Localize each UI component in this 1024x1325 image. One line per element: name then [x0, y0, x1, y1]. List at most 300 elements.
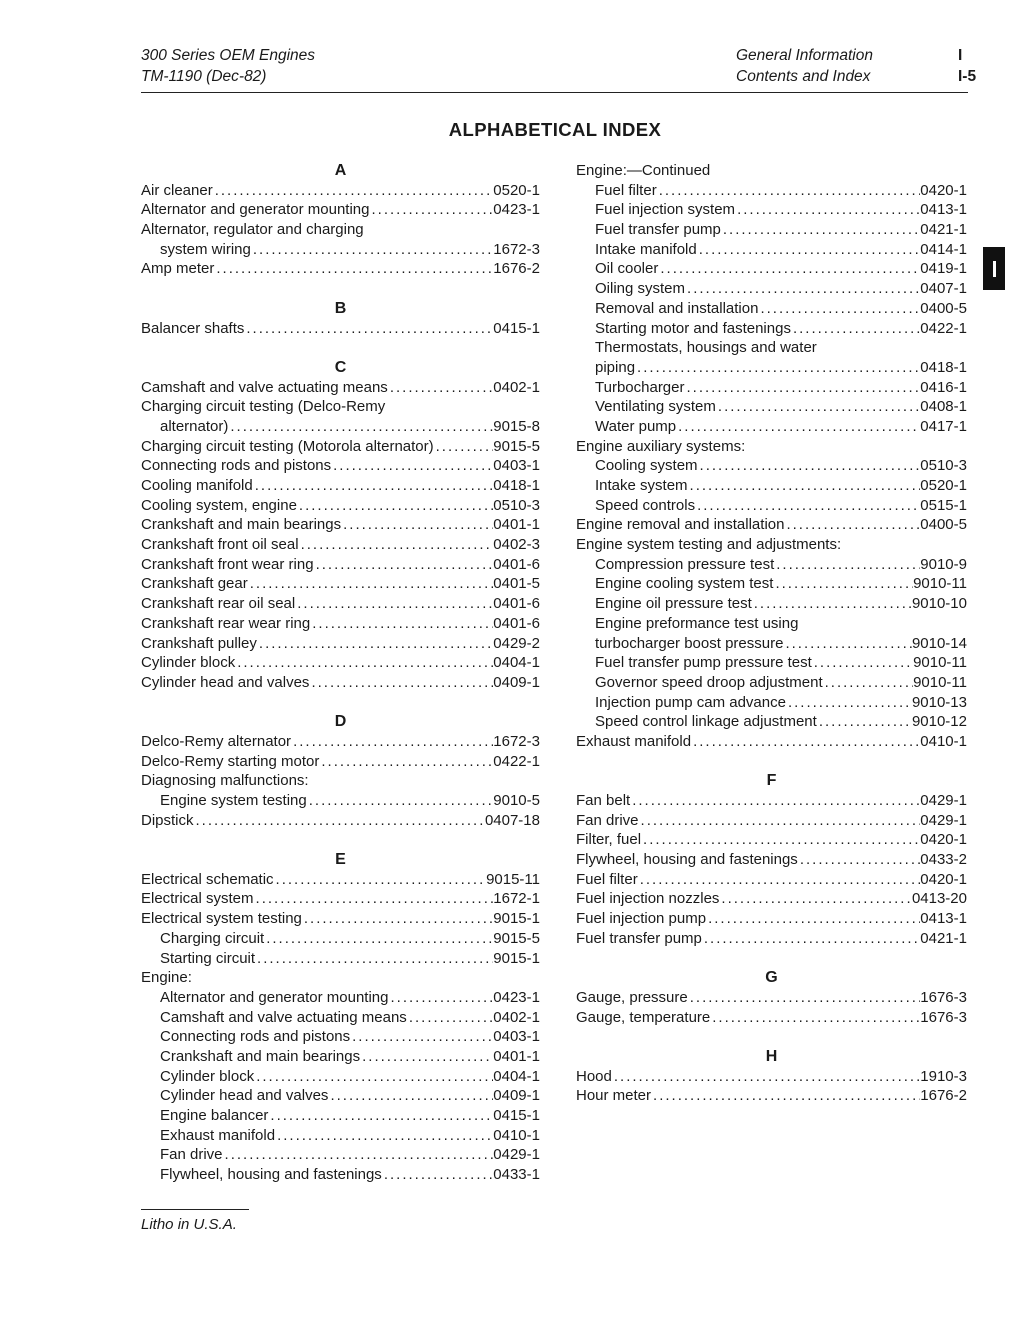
- dot-leader: [369, 200, 493, 220]
- index-entry: [141, 181, 540, 201]
- dot-leader: [721, 220, 920, 240]
- index-entry-page: 0402-1: [493, 378, 540, 396]
- index-entry-page: 0420-1: [920, 181, 967, 199]
- dot-leader: [360, 1047, 493, 1067]
- index-entry: [576, 870, 967, 890]
- dot-leader: [223, 1145, 494, 1165]
- dot-leader: [228, 417, 493, 437]
- index-entry-page: 9015-5: [493, 437, 540, 455]
- index-entry-label: Engine system testing: [160, 792, 307, 809]
- index-entry-label: Intake manifold: [595, 240, 697, 258]
- index-entry-label: Exhaust manifold: [160, 1126, 276, 1144]
- spacer: [576, 752, 967, 772]
- index-entry-page: 0429-2: [493, 634, 540, 652]
- index-entry-page: 0403-1: [493, 457, 540, 475]
- index-entry-label: Fuel transfer pump: [576, 929, 702, 947]
- index-entry-page: 0400-5: [920, 516, 967, 534]
- index-entry-page: 9010-14: [911, 634, 967, 652]
- index-entry: [576, 732, 967, 752]
- index-entry-page: 0418-1: [920, 358, 967, 376]
- index-letter-heading: H: [765, 1047, 778, 1065]
- index-entry-label: Delco-Remy starting motor: [141, 752, 320, 770]
- index-entry-page: 0403-1: [493, 1028, 540, 1046]
- index-entry-page: 0423-1: [493, 988, 540, 1006]
- index-entry-page: 9015-8: [493, 417, 540, 435]
- index-entry-page: 0422-1: [493, 752, 540, 770]
- dot-leader: [194, 811, 485, 831]
- dot-leader: [706, 909, 920, 929]
- index-entry: [141, 811, 540, 831]
- dot-leader: [639, 811, 921, 831]
- index-group-heading: [576, 614, 967, 634]
- index-entry-label: Alternator and generator mounting: [160, 988, 389, 1006]
- dot-leader: [657, 181, 921, 201]
- index-letter-heading: B: [334, 299, 347, 317]
- index-entry-label: Crankshaft front oil seal: [141, 536, 299, 554]
- dot-leader: [310, 614, 493, 634]
- index-entry: [141, 673, 540, 693]
- index-entry: [141, 1047, 540, 1067]
- index-entry-page: 1910-3: [920, 1067, 967, 1085]
- dot-leader: [688, 988, 921, 1008]
- index-entry-label: Injection pump cam advance: [595, 693, 786, 711]
- index-entry-label: Fuel filter: [576, 870, 638, 888]
- index-entry: [576, 299, 967, 319]
- index-entry-label: Speed control linkage adjustment: [595, 713, 817, 731]
- index-entry-page: 0404-1: [493, 1067, 540, 1085]
- dot-leader: [257, 634, 493, 654]
- index-entry-label: Oil cooler: [595, 260, 659, 278]
- dot-leader: [758, 299, 920, 319]
- index-entry: [576, 555, 967, 575]
- spacer: [141, 693, 540, 713]
- index-entry-page: 0510-3: [920, 457, 967, 475]
- manual-title: 300 Series OEM Engines: [141, 47, 316, 64]
- index-entry-page: 0401-1: [493, 516, 540, 534]
- index-column-left: [141, 161, 540, 1185]
- dot-leader: [798, 850, 920, 870]
- index-letter-heading: C: [334, 358, 347, 376]
- index-entry: [576, 988, 967, 1008]
- index-entry: [576, 200, 967, 220]
- dot-leader: [752, 594, 912, 614]
- dot-leader: [307, 791, 494, 811]
- index-entry: [141, 574, 540, 594]
- index-entry-label: turbocharger boost pressure: [595, 634, 784, 652]
- index-entry-page: 9010-11: [913, 575, 967, 593]
- subsection-title: Contents and Index: [736, 68, 871, 85]
- index-entry: [141, 456, 540, 476]
- dot-leader: [299, 535, 494, 555]
- index-entry-page: 0420-1: [920, 870, 967, 888]
- index-entry-page: 1672-3: [493, 732, 540, 750]
- dot-leader: [244, 319, 493, 339]
- index-entry-page: 9015-5: [493, 929, 540, 947]
- index-group-heading: [141, 968, 540, 988]
- index-entry-label: Camshaft and valve actuating means: [160, 1008, 407, 1026]
- index-entry-label: Turbocharger: [595, 378, 685, 396]
- dot-leader: [382, 1165, 493, 1185]
- dot-leader: [264, 929, 493, 949]
- index-entry: [141, 555, 540, 575]
- dot-leader: [638, 870, 921, 890]
- index-entry: [576, 811, 967, 831]
- index-entry-label: Camshaft and valve actuating means: [141, 378, 388, 396]
- index-entry-page: 0401-5: [493, 575, 540, 593]
- index-entry-label: Balancer shafts: [141, 319, 245, 337]
- index-entry: [576, 1086, 967, 1106]
- index-entry-label: Compression pressure test: [595, 555, 775, 573]
- dot-leader: [407, 1008, 493, 1028]
- index-entry-label: Fuel injection system: [595, 201, 736, 219]
- index-group-heading: [576, 437, 967, 457]
- index-entry-label: Starting circuit: [160, 949, 256, 967]
- index-entry-label: Diagnosing malfunctions:: [141, 772, 309, 790]
- index-entry-label: Cylinder head and valves: [141, 673, 310, 691]
- index-entry: [141, 1106, 540, 1126]
- index-entry-page: 0408-1: [920, 398, 967, 416]
- index-entry: [576, 673, 967, 693]
- dot-leader: [791, 319, 920, 339]
- index-entry-label: Engine auxiliary systems:: [576, 437, 746, 455]
- dot-leader: [254, 889, 494, 909]
- index-entry-page: 0420-1: [920, 831, 967, 849]
- index-entry-label: Engine cooling system test: [595, 575, 774, 593]
- index-entry: [576, 515, 967, 535]
- index-entry-page: 0407-1: [920, 280, 967, 298]
- page-header-left: [141, 45, 315, 87]
- spacer: [141, 279, 540, 299]
- index-letter-heading: G: [765, 969, 778, 987]
- index-entry: [576, 259, 967, 279]
- index-entry-label: Amp meter: [141, 260, 215, 278]
- dot-leader: [328, 1086, 493, 1106]
- index-entry: [141, 476, 540, 496]
- index-entry-label: Charging circuit: [160, 929, 265, 947]
- index-entry-label: Engine removal and installation: [576, 516, 785, 534]
- index-entry: [576, 476, 967, 496]
- index-entry-page: 0417-1: [920, 417, 967, 435]
- index-group-heading: [141, 397, 540, 417]
- index-entry-label: Crankshaft front wear ring: [141, 555, 314, 573]
- index-entry-label: Fuel injection pump: [576, 910, 707, 928]
- footer-note: Litho in U.S.A.: [141, 1216, 237, 1233]
- index-entry-page: 0400-5: [920, 299, 967, 317]
- index-entry-label: Speed controls: [595, 496, 696, 514]
- page-header-center: [736, 45, 873, 87]
- dot-leader: [719, 889, 912, 909]
- index-entry: [141, 909, 540, 929]
- index-entry: [141, 417, 540, 437]
- index-column-right: [576, 161, 967, 1106]
- index-entry-label: Fan belt: [576, 792, 631, 809]
- index-entry-page: 9015-1: [493, 949, 540, 967]
- index-entry-label: Delco-Remy alternator: [141, 732, 292, 750]
- index-entry-label: Engine:—Continued: [576, 162, 711, 179]
- index-entry-label: Cylinder block: [160, 1067, 255, 1085]
- dot-leader: [388, 988, 493, 1008]
- index-entry-page: 0421-1: [920, 929, 967, 947]
- index-entry: [141, 732, 540, 752]
- dot-leader: [268, 1106, 493, 1126]
- index-entry-page: 9015-1: [493, 910, 540, 928]
- index-group-heading: [141, 220, 540, 240]
- index-entry-label: Crankshaft pulley: [141, 634, 257, 652]
- dot-leader: [685, 279, 920, 299]
- index-entry: [141, 200, 540, 220]
- index-entry: [141, 1126, 540, 1146]
- index-entry-page: 9010-10: [911, 595, 967, 613]
- index-entry-label: Removal and installation: [595, 299, 759, 317]
- index-entry-page: 0410-1: [493, 1126, 540, 1144]
- index-entry: [576, 378, 967, 398]
- index-entry: [576, 929, 967, 949]
- index-entry-label: Electrical system testing: [141, 910, 302, 928]
- index-entry-label: Fan drive: [160, 1146, 223, 1164]
- index-entry-page: 1676-2: [920, 1087, 967, 1105]
- index-entry-page: 9010-5: [493, 792, 540, 809]
- index-entry-page: 0404-1: [493, 654, 540, 672]
- index-entry: [141, 791, 540, 811]
- index-entry: [141, 752, 540, 772]
- index-entry: [141, 1086, 540, 1106]
- index-entry-label: Air cleaner: [141, 181, 213, 199]
- index-entry-label: Water pump: [595, 417, 677, 435]
- dot-leader: [331, 456, 493, 476]
- index-entry-label: Crankshaft gear: [141, 575, 248, 593]
- index-entry-page: 0401-6: [493, 595, 540, 613]
- index-entry: [576, 574, 967, 594]
- dot-leader: [817, 712, 912, 732]
- index-entry: [576, 1067, 967, 1087]
- dot-leader: [254, 1067, 493, 1087]
- index-entry: [576, 1008, 967, 1028]
- index-entry-page: 9010-11: [913, 654, 967, 672]
- index-entry-page: 0433-1: [493, 1166, 540, 1184]
- index-entry-page: 0401-6: [493, 555, 540, 573]
- index-entry-label: Electrical system: [141, 890, 254, 908]
- index-entry: [141, 1027, 540, 1047]
- index-entry-label: Gauge, pressure: [576, 988, 688, 1006]
- index-entry: [141, 1067, 540, 1087]
- index-entry-page: 0515-1: [920, 496, 967, 514]
- index-entry: [576, 240, 967, 260]
- index-entry: [141, 437, 540, 457]
- index-entry: [576, 181, 967, 201]
- index-entry-page: 0421-1: [920, 221, 967, 239]
- index-entry-label: Intake system: [595, 477, 688, 494]
- index-entry-page: 9010-12: [911, 713, 967, 731]
- index-entry-label: Oiling system: [595, 280, 686, 298]
- index-entry-page: 1672-3: [493, 240, 540, 258]
- page-title: ALPHABETICAL INDEX: [448, 119, 662, 140]
- index-entry-label: Connecting rods and pistons: [141, 457, 332, 475]
- index-entry-page: 0402-1: [493, 1008, 540, 1026]
- index-entry-label: Hour meter: [576, 1087, 652, 1105]
- dot-leader: [641, 830, 920, 850]
- spacer: [576, 1027, 967, 1047]
- index-letter-heading: D: [334, 713, 347, 731]
- index-entry-label: piping: [595, 358, 636, 376]
- dot-leader: [695, 496, 920, 516]
- page-number: I-5: [958, 68, 977, 85]
- index-entry: [576, 830, 967, 850]
- index-entry-label: Crankshaft and main bearings: [160, 1047, 361, 1065]
- index-entry: [576, 220, 967, 240]
- dot-leader: [697, 240, 921, 260]
- index-entry-label: Filter, fuel: [576, 831, 642, 849]
- index-entry-page: 0413-1: [920, 201, 967, 219]
- index-entry-label: Flywheel, housing and fastenings: [576, 851, 798, 869]
- index-entry-label: Engine:: [141, 969, 192, 987]
- index-entry-page: 9010-13: [911, 693, 967, 711]
- index-entry: [576, 791, 967, 811]
- index-entry-page: 0520-1: [493, 181, 540, 199]
- index-entry: [576, 850, 967, 870]
- index-entry: [141, 929, 540, 949]
- index-entry: [576, 909, 967, 929]
- dot-leader: [710, 1008, 920, 1028]
- index-entry-label: Cooling system, engine: [141, 496, 297, 514]
- index-entry-page: 0422-1: [920, 319, 967, 337]
- index-entry-page: 9015-11: [486, 870, 540, 888]
- dot-leader: [698, 456, 921, 476]
- index-entry-page: 0415-1: [493, 319, 540, 337]
- manual-number: TM-1190 (Dec-82): [141, 68, 267, 85]
- dot-leader: [309, 673, 493, 693]
- index-entry-page: 1676-3: [920, 1008, 967, 1026]
- dot-leader: [735, 200, 920, 220]
- page-header-right: [958, 45, 976, 87]
- dot-leader: [685, 378, 921, 398]
- dot-leader: [248, 574, 494, 594]
- index-entry-label: Starting motor and fastenings: [595, 319, 791, 337]
- dot-leader: [275, 1126, 493, 1146]
- index-entry-label: Engine oil pressure test: [595, 595, 752, 613]
- index-entry-label: Hood: [576, 1067, 612, 1085]
- index-letter-heading: E: [335, 851, 346, 869]
- dot-leader: [297, 496, 493, 516]
- index-entry: [576, 634, 967, 654]
- index-entry-label: Crankshaft and main bearings: [141, 516, 342, 534]
- index-entry: [141, 594, 540, 614]
- index-entry: [141, 240, 540, 260]
- header-rule: [141, 92, 968, 93]
- index-entry: [141, 378, 540, 398]
- dot-leader: [784, 515, 920, 535]
- dot-leader: [630, 791, 920, 811]
- index-entry: [576, 397, 967, 417]
- section-tab-marker: [983, 247, 1005, 290]
- section-number: I: [958, 47, 963, 64]
- dot-leader: [635, 358, 920, 378]
- index-entry-page: 0413-20: [911, 890, 967, 908]
- index-entry: [576, 889, 967, 909]
- index-entry-page: 0423-1: [493, 201, 540, 219]
- index-entry: [141, 1165, 540, 1185]
- index-entry-label: Cylinder block: [141, 654, 236, 672]
- index-entry-page: 1676-3: [920, 988, 967, 1006]
- dot-leader: [388, 378, 493, 398]
- index-group-heading: [576, 535, 967, 555]
- index-entry-page: 0414-1: [920, 240, 967, 258]
- dot-leader: [786, 693, 912, 713]
- dot-leader: [255, 949, 493, 969]
- index-entry-label: Fuel injection nozzles: [576, 890, 720, 908]
- dot-leader: [341, 515, 493, 535]
- dot-leader: [253, 476, 494, 496]
- index-entry-label: Governor speed droop adjustment: [595, 673, 823, 691]
- index-group-heading: [576, 161, 967, 181]
- index-entry: [141, 319, 540, 339]
- index-entry: [141, 614, 540, 634]
- dot-leader: [319, 752, 493, 772]
- index-entry-page: 0429-1: [920, 792, 967, 809]
- index-entry-label: Fuel transfer pump pressure test: [595, 654, 812, 672]
- index-entry: [141, 634, 540, 654]
- index-entry-label: Ventilating system: [595, 398, 716, 416]
- dot-leader: [350, 1027, 493, 1047]
- dot-leader: [716, 397, 920, 417]
- index-entry-page: 0415-1: [493, 1107, 540, 1124]
- index-letter-heading: F: [766, 772, 777, 790]
- index-group-heading: [576, 338, 967, 358]
- section-title: General Information: [736, 47, 873, 64]
- index-entry-label: Fan drive: [576, 811, 639, 829]
- index-entry: [141, 870, 540, 890]
- index-entry: [141, 259, 540, 279]
- index-entry-label: Charging circuit testing (Motorola alternator): [141, 437, 434, 455]
- index-entry-page: 0416-1: [920, 378, 967, 396]
- dot-leader: [214, 259, 493, 279]
- dot-leader: [251, 240, 493, 260]
- index-entry-page: 0401-1: [493, 1047, 540, 1065]
- index-entry-label: Fuel filter: [595, 181, 657, 199]
- index-entry-label: Crankshaft rear oil seal: [141, 595, 296, 613]
- index-entry-page: 0413-1: [920, 910, 967, 928]
- index-entry: [576, 693, 967, 713]
- index-entry-page: 0520-1: [920, 477, 967, 494]
- index-entry-page: 0429-1: [920, 811, 967, 829]
- index-entry-label: Crankshaft rear wear ring: [141, 614, 311, 632]
- index-entry: [141, 988, 540, 1008]
- dot-leader: [213, 181, 494, 201]
- index-entry-page: 9010-11: [913, 673, 967, 691]
- dot-leader: [314, 555, 494, 575]
- dot-leader: [812, 653, 913, 673]
- dot-leader: [774, 555, 920, 575]
- index-entry: [141, 535, 540, 555]
- index-entry: [576, 653, 967, 673]
- index-entry-page: 0429-1: [493, 1146, 540, 1164]
- index-entry: [141, 949, 540, 969]
- dot-leader: [274, 870, 487, 890]
- index-entry-label: Alternator, regulator and charging: [141, 221, 364, 239]
- spacer: [576, 949, 967, 969]
- index-entry-page: 0407-18: [484, 811, 540, 829]
- index-entry: [576, 319, 967, 339]
- spacer: [141, 338, 540, 358]
- index-entry-label: Fuel transfer pump: [595, 221, 721, 239]
- index-entry-page: 0418-1: [493, 477, 540, 494]
- dot-leader: [783, 634, 912, 654]
- index-entry-label: Engine preformance test using: [595, 614, 799, 632]
- index-entry: [576, 358, 967, 378]
- index-entry-label: Alternator and generator mounting: [141, 201, 370, 219]
- index-entry-label: Connecting rods and pistons: [160, 1028, 351, 1046]
- footer-rule: [141, 1209, 249, 1210]
- index-entry-page: 1672-1: [493, 890, 540, 908]
